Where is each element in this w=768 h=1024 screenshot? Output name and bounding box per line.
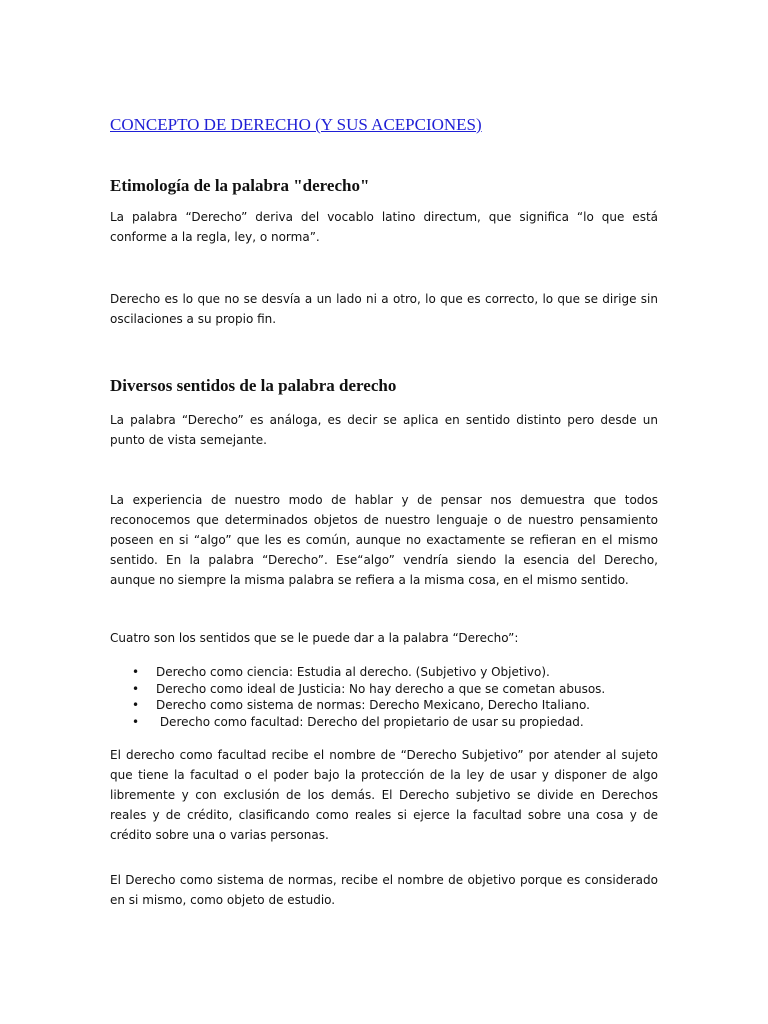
paragraph: La experiencia de nuestro modo de hablar y de pensar nos demuestra que todos reconocemos que determinados objetos de nuestro lenguaje o de nuestro pensamiento poseen en si “algo” que les es común, aunque no exactamente se refieran en el mismo sentido. En la palabra “Derecho”. Ese“algo” vendría siendo la esencia del Derecho, aunque no siempre la misma palabra se refiera a la misma cosa, en el mismo sentido.	[110, 493, 658, 587]
paragraph: El Derecho como sistema de normas, recibe el nombre de objetivo porque es considerado en si mismo, como objeto de estudio.	[110, 873, 658, 907]
list-item	[110, 714, 658, 731]
bullet-icon: •	[132, 714, 140, 729]
paragraph: Cuatro son los sentidos que se le puede dar a la palabra “Derecho”:	[110, 631, 519, 645]
document-title[interactable]: CONCEPTO DE DERECHO (Y SUS ACEPCIONES)	[110, 115, 482, 134]
list-item-text: Derecho como sistema de normas: Derecho Mexicano, Derecho Italiano.	[156, 698, 590, 712]
document-page	[110, 0, 658, 1024]
paragraph: La palabra “Derecho” deriva del vocablo latino directum, que significa “lo que está conforme a la regla, ley, o norma”.	[110, 210, 658, 244]
senses-list	[110, 664, 658, 730]
bullet-icon: •	[132, 698, 140, 712]
list-item	[110, 697, 658, 714]
list-item	[110, 681, 658, 698]
bullet-icon: •	[132, 681, 140, 696]
list-item-text: Derecho como ideal de Justicia: No hay derecho a que se cometan abusos.	[156, 681, 606, 696]
list-item-text: Derecho como facultad: Derecho del propietario de usar su propiedad.	[156, 714, 584, 729]
section-heading-etimologia: Etimología de la palabra "derecho"	[110, 176, 370, 195]
bullet-icon: •	[132, 665, 140, 679]
section-heading-diversos-sentidos: Diversos sentidos de la palabra derecho	[110, 376, 397, 395]
paragraph: La palabra “Derecho” es análoga, es decir se aplica en sentido distinto pero desde un punto de vista semejante.	[110, 413, 658, 447]
list-item-text: Derecho como ciencia: Estudia al derecho. (Subjetivo y Objetivo).	[156, 665, 550, 679]
list-item	[110, 664, 658, 681]
paragraph: El derecho como facultad recibe el nombre de “Derecho Subjetivo” por atender al sujeto que tiene la facultad o el poder bajo la protección de la ley de usar y disponer de algo libremente y con exclusión de los demás. El Derecho subjetivo se divide en Derechos reales y de crédito, clasificando como reales si ejerce la facultad sobre una cosa y de crédito sobre una o varias personas.	[110, 748, 658, 842]
paragraph: Derecho es lo que no se desvía a un lado ni a otro, lo que es correcto, lo que se dirige sin oscilaciones a su propio fin.	[110, 292, 658, 326]
